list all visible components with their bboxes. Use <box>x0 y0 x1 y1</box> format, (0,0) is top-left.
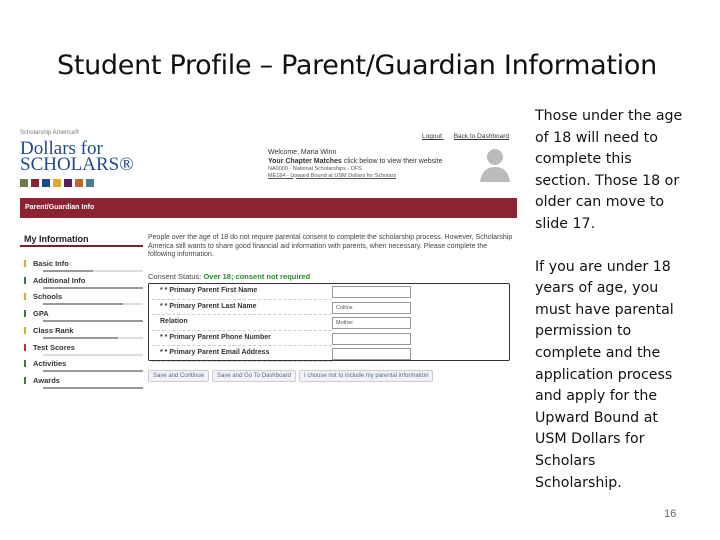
note-paragraph-2: If you are under 18 years of age, you must have parental permission to complete and the application process and apply for the Upward Bound at USM Dollars for Scholars Scholarship. <box>535 258 674 491</box>
logo-square <box>75 179 83 187</box>
sidebar-item-label: Activities <box>33 359 67 369</box>
slide-notes <box>535 106 685 515</box>
section-bar: Parent/Guardian Info <box>20 198 517 218</box>
top-links <box>412 133 509 140</box>
logo-square <box>31 179 39 187</box>
logo-squares <box>20 179 94 187</box>
form-row-label: Relation <box>152 315 332 331</box>
consent-label: Consent Status: <box>148 272 204 281</box>
form-button[interactable]: I choose not to include my parental information <box>299 370 433 382</box>
back-to-dashboard-link[interactable]: Back to Dashboard <box>453 133 509 140</box>
form-row-label: * * Primary Parent Last Name <box>152 300 332 316</box>
brand-top: Scholarship America® <box>20 130 80 136</box>
sidebar-item[interactable] <box>33 292 143 301</box>
parent-form <box>148 283 510 361</box>
welcome-text: Welcome, Maria Winn <box>268 149 337 156</box>
note-paragraph-1: Those under the age of 18 will need to complete this section. Those 18 or older can move to slide 17. <box>535 108 683 232</box>
sidebar-item-label: Class Rank <box>33 325 74 335</box>
slide-title: Student Profile – Parent/Guardian Information <box>57 50 657 81</box>
logo-line1: Dollars for <box>20 138 103 159</box>
form-row-label: * * Primary Parent First Name <box>152 284 332 300</box>
sidebar-item[interactable] <box>33 276 143 285</box>
progress-bar <box>43 270 143 272</box>
chapter-2-link[interactable]: ME184 - Upward Bound at USM Dollars for Scholars <box>268 172 397 179</box>
progress-bar <box>43 337 143 339</box>
form-row-label: * * Primary Parent Email Address <box>152 346 332 362</box>
form-row-label: * * Primary Parent Phone Number <box>152 331 332 347</box>
progress-bar <box>43 287 143 289</box>
logo-line2: SCHOLARS® <box>20 154 134 175</box>
form-button[interactable]: Save and Go To Dashboard <box>212 370 296 382</box>
status-marker <box>24 277 26 284</box>
progress-bar <box>43 370 143 372</box>
sidebar-heading: My Information <box>24 234 89 244</box>
sidebar-item[interactable] <box>33 376 143 385</box>
progress-bar <box>43 303 143 305</box>
status-marker <box>24 327 26 334</box>
divider <box>20 245 143 247</box>
progress-bar <box>43 387 143 389</box>
logo-square <box>20 179 28 187</box>
sidebar-item-label: Additional Info <box>33 275 86 285</box>
chapter-matches-label: Your Chapter Matches <box>268 157 342 165</box>
consent-value: Over 18; consent not required <box>203 272 311 281</box>
chapter-matches-text: click below to view their website <box>341 157 443 165</box>
sidebar-item[interactable] <box>33 343 143 352</box>
status-marker <box>24 260 26 267</box>
logo <box>20 138 134 175</box>
status-marker <box>24 310 26 317</box>
form-input[interactable] <box>332 286 411 298</box>
progress-bar <box>43 354 143 356</box>
sidebar-item-label: Awards <box>33 375 60 385</box>
status-marker <box>24 344 26 351</box>
sidebar-item[interactable] <box>33 309 143 318</box>
form-input[interactable]: Collins <box>332 302 411 314</box>
chapter-1: NA0000 - National Scholarships - DFS <box>268 166 362 172</box>
status-marker <box>24 377 26 384</box>
sidebar-item-label: Test Scores <box>33 342 75 352</box>
logo-square <box>53 179 61 187</box>
logo-square <box>42 179 50 187</box>
form-input[interactable]: Mother <box>332 317 411 329</box>
sidebar-item-label: GPA <box>33 309 49 319</box>
welcome-block <box>268 149 443 179</box>
form-button[interactable]: Save and Continue <box>148 370 209 382</box>
status-marker <box>24 293 26 300</box>
consent-status <box>148 272 310 281</box>
avatar-icon <box>478 146 512 182</box>
sidebar-item[interactable] <box>33 326 143 335</box>
form-input[interactable] <box>332 333 411 345</box>
app-screenshot <box>20 128 517 390</box>
sidebar-item-label: Basic Info <box>33 259 69 268</box>
progress-bar <box>43 320 143 322</box>
intro-text: People over the age of 18 do not require parental consent to complete the scholarship process. However, Scholarship America still wants to share good financial aid information with parents, when necessary. Please complete the following information. <box>148 234 513 258</box>
button-row <box>148 370 433 382</box>
form-input[interactable] <box>332 348 411 360</box>
page-number: 16 <box>664 508 677 520</box>
status-marker <box>24 360 26 367</box>
sidebar-item[interactable] <box>33 259 143 268</box>
logo-square <box>64 179 72 187</box>
logout-link[interactable]: Logout <box>422 133 442 140</box>
sidebar-item[interactable] <box>33 359 143 368</box>
sidebar-item-label: Schools <box>33 292 63 302</box>
logo-square <box>86 179 94 187</box>
